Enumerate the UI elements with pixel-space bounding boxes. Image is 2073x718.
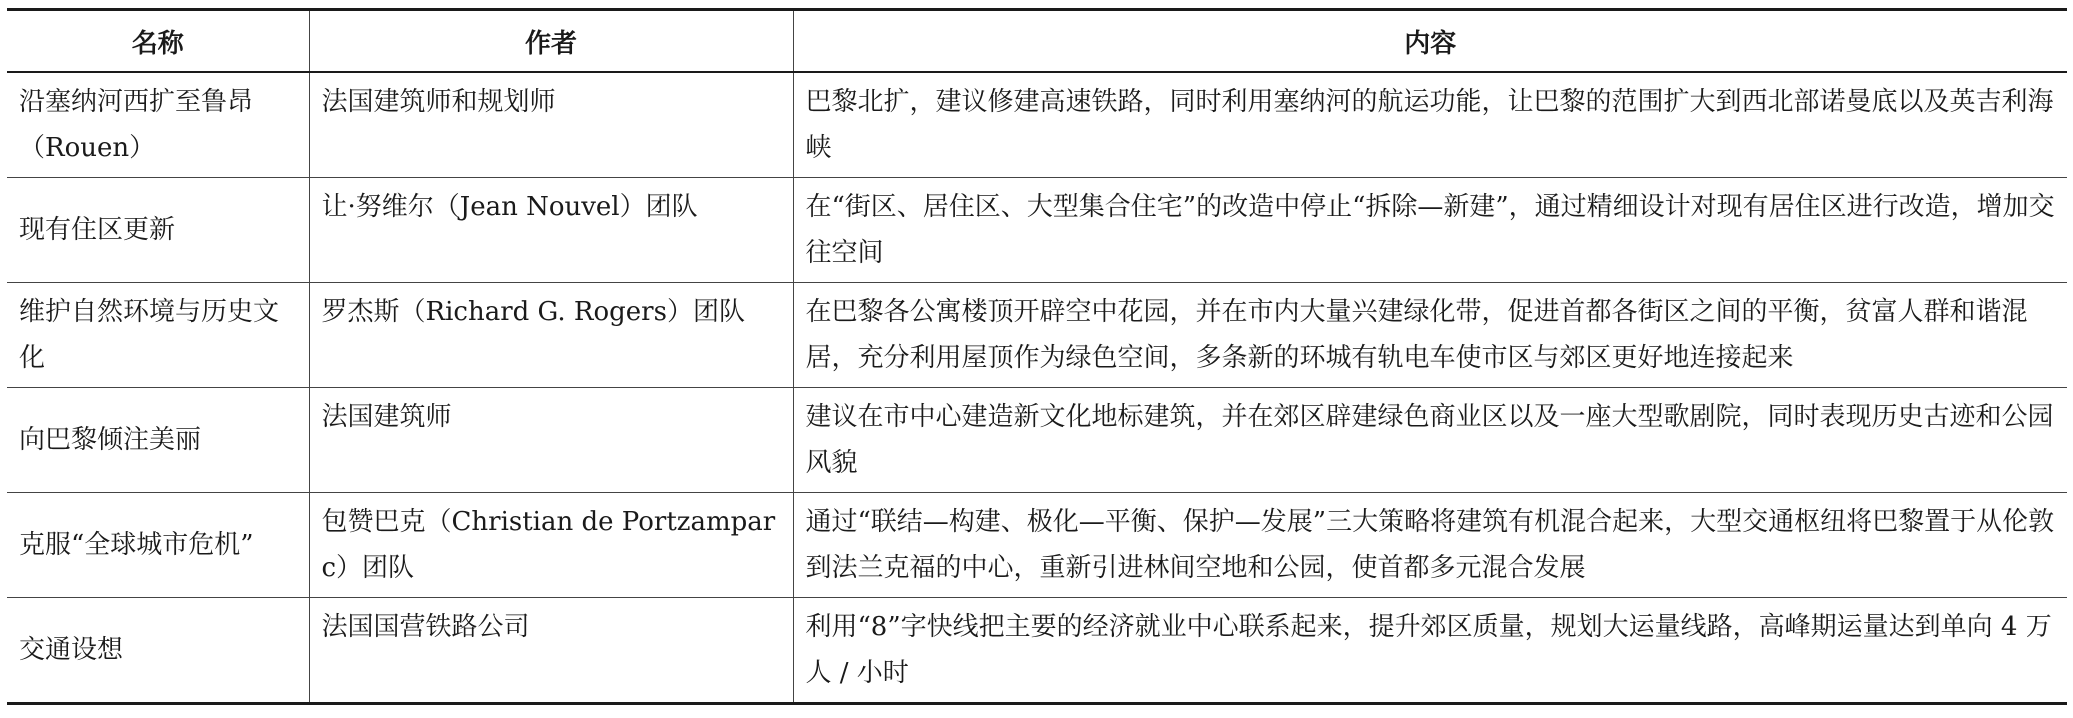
table-row [7, 178, 2067, 283]
row-author-cell: 罗杰斯（Richard G. Rogers）团队 [309, 283, 793, 388]
row-name-cell: 向巴黎倾注美丽 [7, 388, 309, 493]
row-content-cell: 利用“8”字快线把主要的经济就业中心联系起来，提升郊区质量，规划大运量线路，高峰期运量达到单向 4 万人 / 小时 [793, 598, 2067, 704]
row-name-cell: 沿塞纳河西扩至鲁昂（Rouen） [7, 72, 309, 178]
header-name: 名称 [7, 10, 309, 73]
table-row [7, 72, 2067, 178]
header-row [7, 10, 2067, 73]
row-name-cell: 交通设想 [7, 598, 309, 704]
table-row [7, 283, 2067, 388]
table-body [7, 72, 2067, 704]
row-content-cell: 在“街区、居住区、大型集合住宅”的改造中停止“拆除—新建”，通过精细设计对现有居住区进行改造，增加交往空间 [793, 178, 2067, 283]
table-header [7, 10, 2067, 73]
row-content-cell: 建议在市中心建造新文化地标建筑，并在郊区辟建绿色商业区以及一座大型歌剧院，同时表现历史古迹和公园风貌 [793, 388, 2067, 493]
header-author: 作者 [309, 10, 793, 73]
row-author-cell: 法国建筑师 [309, 388, 793, 493]
row-author-cell: 法国建筑师和规划师 [309, 72, 793, 178]
plan-table [7, 8, 2067, 705]
row-content-cell: 通过“联结—构建、极化—平衡、保护—发展”三大策略将建筑有机混合起来，大型交通枢纽将巴黎置于从伦敦到法兰克福的中心，重新引进林间空地和公园，使首都多元混合发展 [793, 493, 2067, 598]
plan-table-container [7, 8, 2067, 705]
row-author-cell: 法国国营铁路公司 [309, 598, 793, 704]
table-row [7, 493, 2067, 598]
table-row [7, 388, 2067, 493]
row-name-cell: 克服“全球城市危机” [7, 493, 309, 598]
row-author-cell: 包赞巴克（Christian de Portzamparc）团队 [309, 493, 793, 598]
row-content-cell: 在巴黎各公寓楼顶开辟空中花园，并在市内大量兴建绿化带，促进首都各街区之间的平衡，贫富人群和谐混居，充分利用屋顶作为绿色空间，多条新的环城有轨电车使市区与郊区更好地连接起来 [793, 283, 2067, 388]
row-author-cell: 让·努维尔（Jean Nouvel）团队 [309, 178, 793, 283]
row-name-cell: 现有住区更新 [7, 178, 309, 283]
row-content-cell: 巴黎北扩，建议修建高速铁路，同时利用塞纳河的航运功能，让巴黎的范围扩大到西北部诺曼底以及英吉利海峡 [793, 72, 2067, 178]
row-name-cell: 维护自然环境与历史文化 [7, 283, 309, 388]
header-content: 内容 [793, 10, 2067, 73]
table-row [7, 598, 2067, 704]
